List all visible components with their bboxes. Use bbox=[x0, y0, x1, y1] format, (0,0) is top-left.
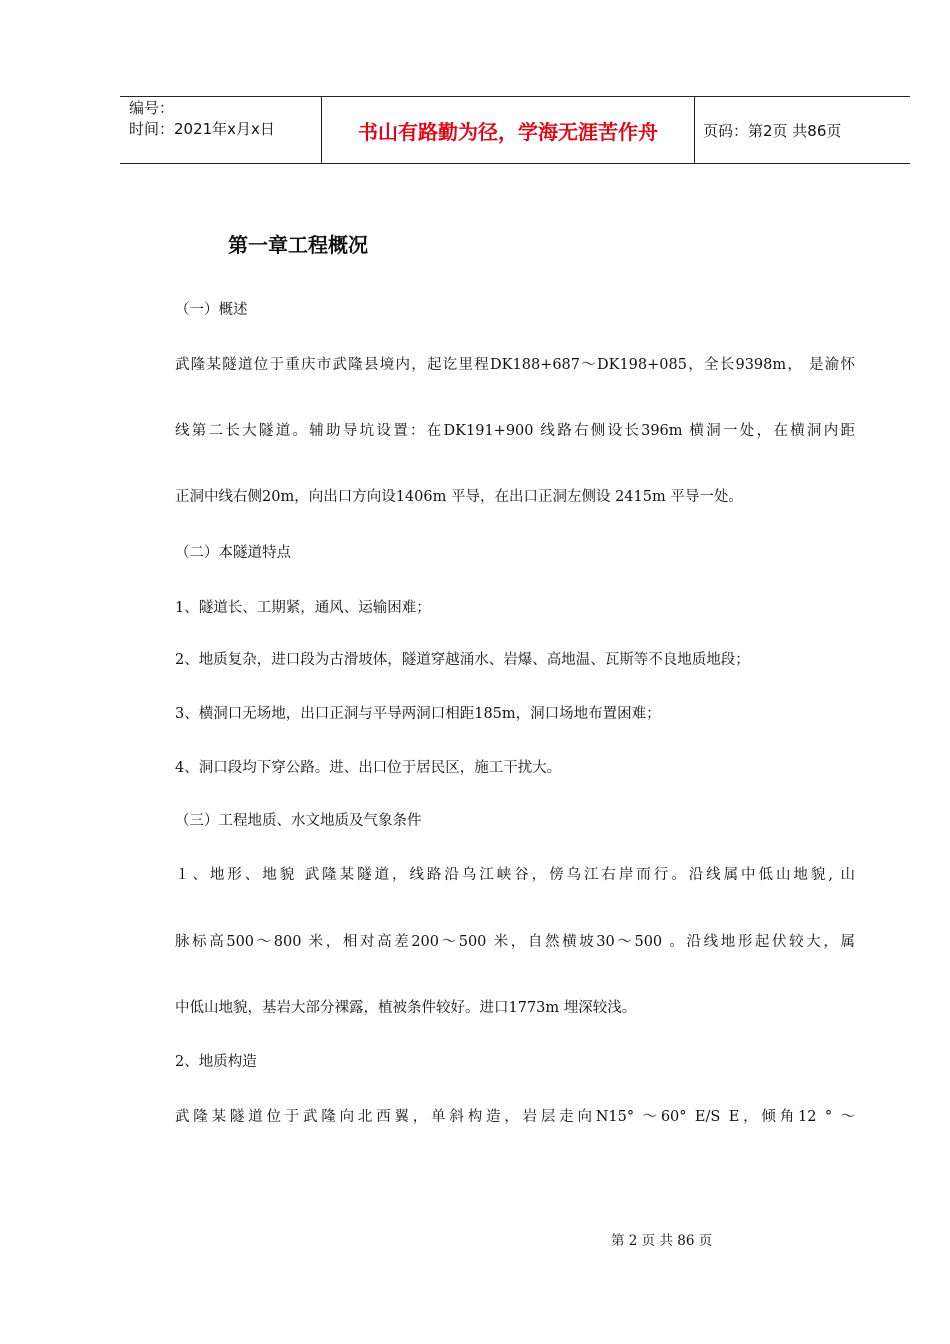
header-divider-right bbox=[694, 96, 695, 164]
paragraph-line: １、地形、地貌 武隆某隧道，线路沿乌江峡谷，傍乌江右岸而行。沿线属中低山地貌, 山 bbox=[175, 867, 855, 883]
time-label: 时间：2021年x月x日 bbox=[129, 120, 275, 138]
subsection-heading-structure: 2、地质构造 bbox=[175, 1054, 257, 1070]
paragraph-line: 线第二长大隧道。辅助导坑设置：在DK191+900 线路右侧设长396m 横洞一处，在横洞内距 bbox=[175, 423, 855, 439]
header-meta bbox=[129, 98, 317, 140]
section-heading-features: （二）本隧道特点 bbox=[175, 545, 291, 561]
header-motto: 书山有路勤为径，学海无涯苦作舟 bbox=[358, 120, 658, 144]
section-heading-overview: （一）概述 bbox=[175, 302, 248, 318]
paragraph-line: 武隆某隧道位于重庆市武隆县境内，起讫里程DK188+687～DK198+085，全长9398m， 是渝怀 bbox=[175, 357, 855, 373]
page-footer: 第 2 页 共 86 页 bbox=[611, 1233, 713, 1249]
header-bottom-rule bbox=[120, 163, 910, 164]
number-label: 编号： bbox=[129, 99, 175, 117]
paragraph-line: 正洞中线右侧20m，向出口方向设1406m 平导，在出口正洞左侧设 2415m 平导一处。 bbox=[175, 489, 743, 505]
list-item: 2、地质复杂，进口段为古滑坡体，隧道穿越涌水、岩爆、高地温、瓦斯等不良地质地段； bbox=[175, 652, 750, 668]
paragraph-line: 脉标高500～800 米，相对高差200～500 米，自然横坡30～500 。沿线地形起伏较大，属 bbox=[175, 934, 855, 950]
chapter-title: 第一章工程概况 bbox=[228, 233, 368, 257]
header-page-info: 页码：第2页 共86页 bbox=[703, 122, 842, 140]
list-item: 1、隧道长、工期紧，通风、运输困难； bbox=[175, 600, 431, 616]
paragraph-line: 武隆某隧道位于武隆向北西翼，单斜构造，岩层走向N15° ～60° E/S E，倾角12 ° ～ bbox=[175, 1109, 855, 1125]
list-item: 4、洞口段均下穿公路。进、出口位于居民区，施工干扰大。 bbox=[175, 760, 562, 776]
list-item: 3、横洞口无场地，出口正洞与平导两洞口相距185m，洞口场地布置困难； bbox=[175, 706, 661, 722]
header-top-rule bbox=[120, 96, 910, 97]
section-heading-geology: （三）工程地质、水文地质及气象条件 bbox=[175, 813, 422, 829]
paragraph-line: 中低山地貌，基岩大部分裸露，植被条件较好。进口1773m 埋深较浅。 bbox=[175, 1000, 637, 1016]
